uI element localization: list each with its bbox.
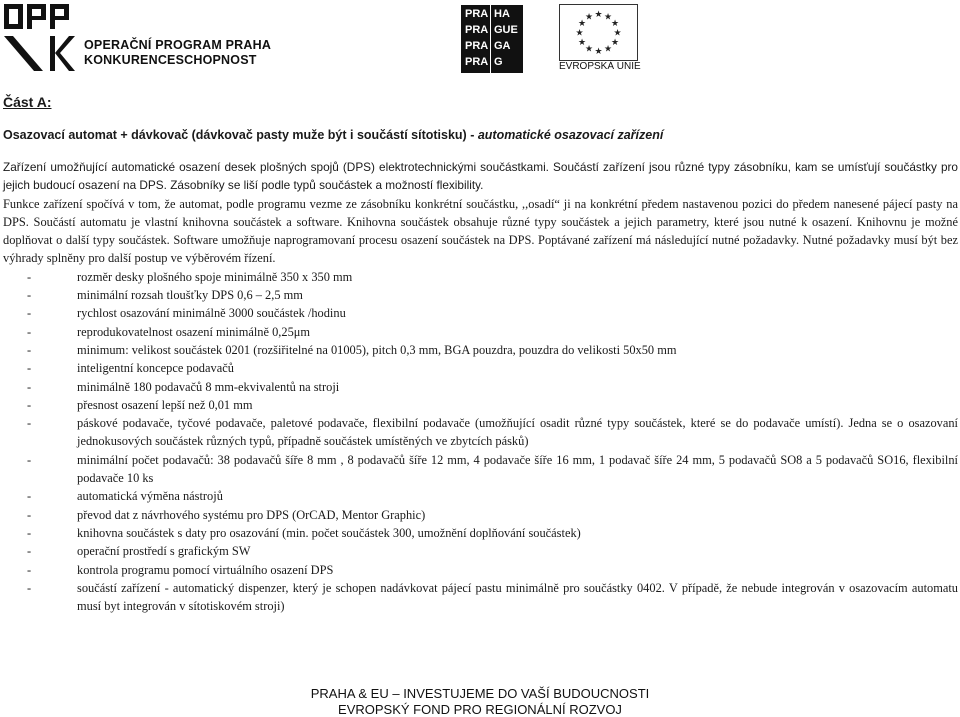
oppk-line2: KONKURENCESCHOPNOST (84, 53, 257, 67)
svg-text:★: ★ (594, 9, 603, 19)
requirement-item: - minimální počet podavačů: 38 podavačů šíře 8 mm , 8 podavačů šíře 12 mm, 4 podavače šíře 16 mm, 1 podavač šíře 24 mm, 5 podavačů SO8 a 5 podavačů SO16, flexibilní podavače 10 ks (3, 451, 958, 488)
requirement-item: - reprodukovatelnost osazení minimálně 0,25μm (3, 323, 958, 341)
requirement-item: - kontrola programu pomocí virtuálního osazení DPS (3, 561, 958, 579)
intro-paragraph (3, 158, 958, 195)
oppk-logo (3, 3, 77, 74)
svg-text:★: ★ (584, 11, 594, 22)
requirement-item: - převod dat z návrhového systému pro DPS (OrCAD, Mentor Graphic) (3, 506, 958, 524)
praha-logo-left: PRA (465, 40, 489, 52)
eu-label: EVROPSKÁ UNIE (559, 61, 641, 72)
praha-logo-right: G (494, 56, 503, 68)
svg-text:★: ★ (577, 37, 587, 47)
svg-text:★: ★ (610, 37, 620, 47)
svg-text:★: ★ (603, 11, 613, 22)
requirements-list (3, 268, 958, 616)
requirement-item: - součástí zařízení - automatický dispenzer, který je schopen nadávkovat pájecí pastu minimálně pro součástky 0402. V případě, že nebude integrován v osazovacím automatu musí byt integrován v sítotiskovém stroji) (3, 579, 958, 616)
praha-logo (461, 5, 523, 73)
footer-line1: PRAHA & EU – INVESTUJEME DO VAŠÍ BUDOUCNOSTI (310, 686, 650, 701)
oppk-program-name (84, 38, 271, 68)
footer-line2: EVROPSKÝ FOND PRO REGIONÁLNÍ ROZVOJ (338, 702, 622, 717)
requirement-item: - inteligentní koncepce podavačů (3, 359, 958, 377)
svg-text:★: ★ (613, 27, 622, 38)
praha-logo-row (461, 8, 523, 23)
praha-logo-right: GUE (494, 24, 518, 36)
eu-flag-icon (559, 4, 638, 61)
praha-logo-right: HA (494, 8, 510, 20)
praha-logo-left: PRA (465, 8, 489, 20)
subtitle-italic: automatické osazovací zařízení (477, 128, 664, 142)
svg-text:★: ★ (577, 18, 587, 28)
requirement-item: - minimum: velikost součástek 0201 (rozšiřitelné na 01005), pitch 0,3 mm, BGA pouzdra, pouzdra do velikosti 50x50 mm (3, 341, 958, 359)
requirement-item: - operační prostředí s grafickým SW (3, 542, 958, 560)
requirement-item: - knihovna součástek s daty pro osazování (min. počet součástek 300, umožnění doplňování součástek) (3, 524, 958, 542)
svg-text:★: ★ (610, 18, 620, 28)
praha-logo-row (461, 24, 523, 39)
requirement-item: - automatická výměna nástrojů (3, 487, 958, 505)
intro-sentence: Součástí zařízení jsou různé typy zásobníku, kam se umísťují součástky pro jejich budoucí osazení na DPS. Zásobníky se liší podle typů součástek a možností flexibility. (3, 160, 958, 193)
page-header (0, 0, 960, 80)
requirement-item: - přesnost osazení lepší než 0,01 mm (3, 396, 958, 414)
praha-logo-left: PRA (465, 24, 489, 36)
oppk-line1: OPERAČNÍ PROGRAM PRAHA (84, 38, 272, 52)
requirement-item: - minimálně 180 podavačů 8 mm-ekvivalentů na stroji (3, 378, 958, 396)
document-subtitle (3, 128, 663, 142)
document-body (3, 158, 958, 615)
praha-logo-row (461, 40, 523, 55)
function-paragraph: Funkce zařízení spočívá v tom, že automat, podle programu vezme ze zásobníku konkrétní součástku, ,,osadí“ ji na konkrétní předem nastavenou pozici do předem nanesené pájecí pasty na DPS. Součástí automatu je vlastní knihovna součástek a software. Knihovna součástek obsahuje různé typy součástek a jejich parametry, které jsou nutné k osazení. Knihovnu je možné doplňovat o další typy součástek. Software umožňuje naprogramovaní procesu osazení součástek na DPS. Poptávané zařízení má následující nutné požadavky. Nutné požadavky musí být bez výhrady splněny pro další postup ve výběrovém řízení. (3, 196, 958, 266)
svg-text:★: ★ (594, 46, 603, 56)
requirement-item: - rozměr desky plošného spoje minimálně 350 x 350 mm (3, 268, 958, 286)
svg-text:★: ★ (575, 27, 584, 38)
intro-sentence: Zařízení umožňující automatické osazení desek plošných spojů (DPS) elektrotechnickými součástkami. (3, 160, 549, 174)
subtitle-main: Osazovací automat + dávkovač (dávkovač pasty muže být i součástí sítotisku) - (3, 128, 478, 142)
svg-text:★: ★ (584, 43, 594, 54)
svg-text:★: ★ (603, 43, 613, 54)
section-title: Část A: (3, 94, 52, 110)
praha-logo-row (461, 56, 523, 71)
requirement-item: - rychlost osazování minimálně 3000 součástek /hodinu (3, 304, 958, 322)
praha-logo-left: PRA (465, 56, 489, 68)
requirement-item: - páskové podavače, tyčové podavače, paletové podavače, flexibilní podavače (umožňující osadit různé typy součástek, které se do podavače umístí). Jedna se o osazovaní jednokusových součástek různých typů, případně součástek umístěných ve zbytcích pásků) (3, 414, 958, 451)
praha-logo-right: GA (494, 40, 511, 52)
requirement-item: - minimální rozsah tloušťky DPS 0,6 – 2,5 mm (3, 286, 958, 304)
